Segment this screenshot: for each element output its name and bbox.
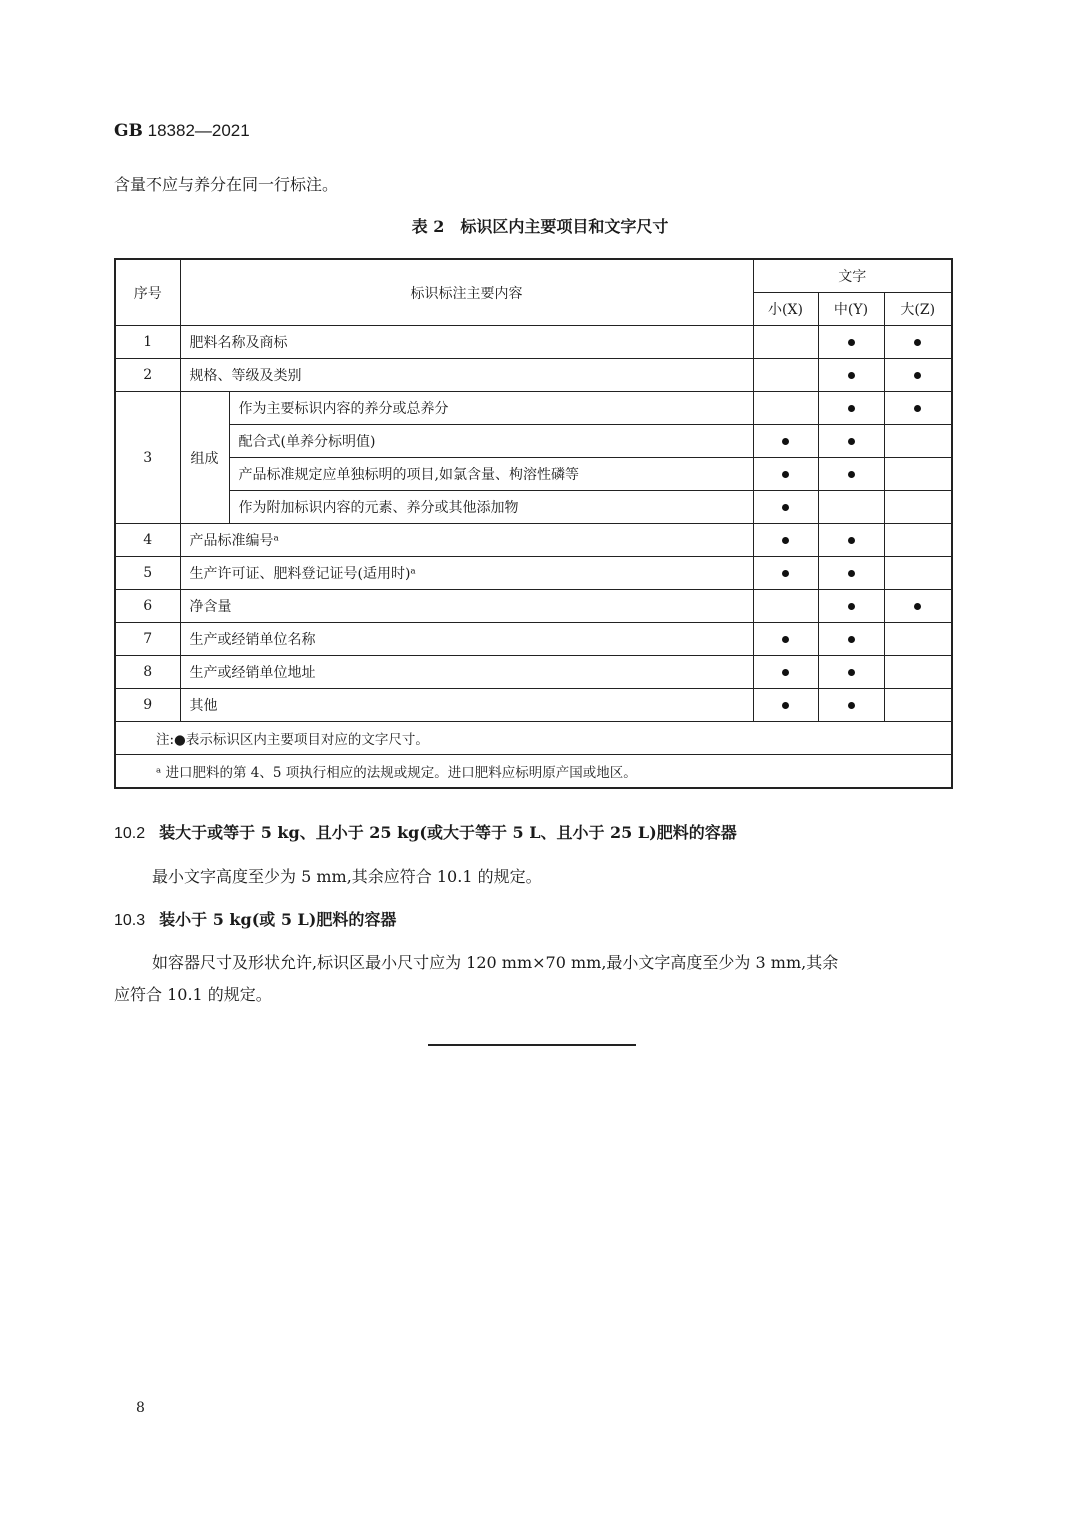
size-mark-cell [884,425,952,458]
table-footnote: ᵃ 进口肥料的第 4、5 项执行相应的法规或规定。进口肥料应标明原产国或地区。 [115,755,952,789]
row-seq: 9 [115,689,180,722]
table-row [115,524,952,557]
section-10-3-text: 如容器尺寸及形状允许,标识区最小尺寸应为 120 mm×70 mm,最小文字高度至少为 3 mm,其余 [152,953,839,972]
bullet-mark-icon [848,570,855,577]
row-content: 净含量 [180,590,753,623]
bullet-mark-icon [848,669,855,676]
size-mark-cell [884,590,952,623]
bullet-mark-icon [848,339,855,346]
size-mark-cell [753,656,818,689]
size-mark-cell [753,359,818,392]
section-10-3-heading: 10.3 装小于 5 kg(或 5 L)肥料的容器 [114,910,397,929]
items-table [114,258,953,789]
bullet-mark-icon [782,570,789,577]
table-caption: 表 2 标识区内主要项目和文字尺寸 [411,217,669,236]
size-mark-cell [818,656,884,689]
size-mark-cell [884,326,952,359]
bullet-mark-icon [782,471,789,478]
bullet-mark-icon [848,702,855,709]
row-seq: 5 [115,557,180,590]
section-10-3-text-cont: 应符合 10.1 的规定。 [114,985,272,1004]
size-mark-cell [884,689,952,722]
header-size-group: 文字 [753,259,952,293]
end-rule [428,1044,636,1046]
header-small: 小(X) [753,293,818,326]
bullet-mark-icon [782,537,789,544]
row-seq: 3 [115,392,180,524]
header-seq: 序号 [115,259,180,326]
bullet-mark-icon [848,405,855,412]
bullet-mark-icon [914,603,921,610]
bullet-mark-icon [848,438,855,445]
row-content: 作为主要标识内容的养分或总养分 [229,392,753,425]
size-mark-cell [884,557,952,590]
table-row [115,689,952,722]
row-content: 作为附加标识内容的元素、养分或其他添加物 [229,491,753,524]
table-row [115,326,952,359]
size-mark-cell [818,557,884,590]
size-mark-cell [818,458,884,491]
row-group: 组成 [180,392,229,524]
bullet-mark-icon [782,669,789,676]
bullet-mark-icon [782,438,789,445]
bullet-mark-icon [914,339,921,346]
row-content: 生产许可证、肥料登记证号(适用时)ᵃ [180,557,753,590]
size-mark-cell [884,491,952,524]
bullet-mark-icon [914,405,921,412]
table-row [115,425,952,458]
header-content: 标识标注主要内容 [180,259,753,326]
size-mark-cell [818,590,884,623]
size-mark-cell [753,326,818,359]
size-mark-cell [884,623,952,656]
header-large: 大(Z) [884,293,952,326]
bullet-mark-icon [782,702,789,709]
size-mark-cell [753,458,818,491]
table-row [115,359,952,392]
section-10-2-text: 最小文字高度至少为 5 mm,其余应符合 10.1 的规定。 [152,867,542,886]
row-seq: 6 [115,590,180,623]
table-row [115,392,952,425]
size-mark-cell [753,392,818,425]
standard-number: GB 18382—2021 [114,121,250,141]
size-mark-cell [753,491,818,524]
size-mark-cell [753,623,818,656]
table-row [115,458,952,491]
bullet-mark-icon [848,471,855,478]
size-mark-cell [884,656,952,689]
table-row [115,491,952,524]
row-seq: 4 [115,524,180,557]
size-mark-cell [753,689,818,722]
size-mark-cell [884,392,952,425]
header-medium: 中(Y) [818,293,884,326]
table-row [115,557,952,590]
size-mark-cell [818,425,884,458]
size-mark-cell [753,524,818,557]
row-content: 产品标准规定应单独标明的项目,如氯含量、枸溶性磷等 [229,458,753,491]
table-row [115,590,952,623]
size-mark-cell [818,689,884,722]
row-seq: 7 [115,623,180,656]
bullet-mark-icon [848,636,855,643]
bullet-mark-icon [848,372,855,379]
page-number: 8 [136,1400,145,1416]
row-content: 肥料名称及商标 [180,326,753,359]
row-content: 产品标准编号ᵃ [180,524,753,557]
size-mark-cell [753,425,818,458]
size-mark-cell [818,524,884,557]
row-seq: 1 [115,326,180,359]
row-content: 配合式(单养分标明值) [229,425,753,458]
size-mark-cell [818,326,884,359]
size-mark-cell [753,590,818,623]
table-note: 注:●表示标识区内主要项目对应的文字尺寸。 [115,722,952,755]
size-mark-cell [884,524,952,557]
section-10-2-heading: 10.2 装大于或等于 5 kg、且小于 25 kg(或大于等于 5 L、且小于 25 L)肥料的容器 [114,823,737,842]
bullet-mark-icon [848,537,855,544]
row-content: 其他 [180,689,753,722]
size-mark-cell [818,359,884,392]
table-row [115,623,952,656]
bullet-mark-icon [782,636,789,643]
size-mark-cell [818,623,884,656]
size-mark-cell [818,491,884,524]
size-mark-cell [753,557,818,590]
row-content: 生产或经销单位名称 [180,623,753,656]
bullet-mark-icon [782,504,789,511]
intro-text: 含量不应与养分在同一行标注。 [114,175,339,194]
bullet-mark-icon [914,372,921,379]
table-row [115,656,952,689]
bullet-mark-icon [848,603,855,610]
row-seq: 8 [115,656,180,689]
size-mark-cell [884,458,952,491]
row-content: 规格、等级及类别 [180,359,753,392]
size-mark-cell [884,359,952,392]
row-seq: 2 [115,359,180,392]
row-content: 生产或经销单位地址 [180,656,753,689]
size-mark-cell [818,392,884,425]
